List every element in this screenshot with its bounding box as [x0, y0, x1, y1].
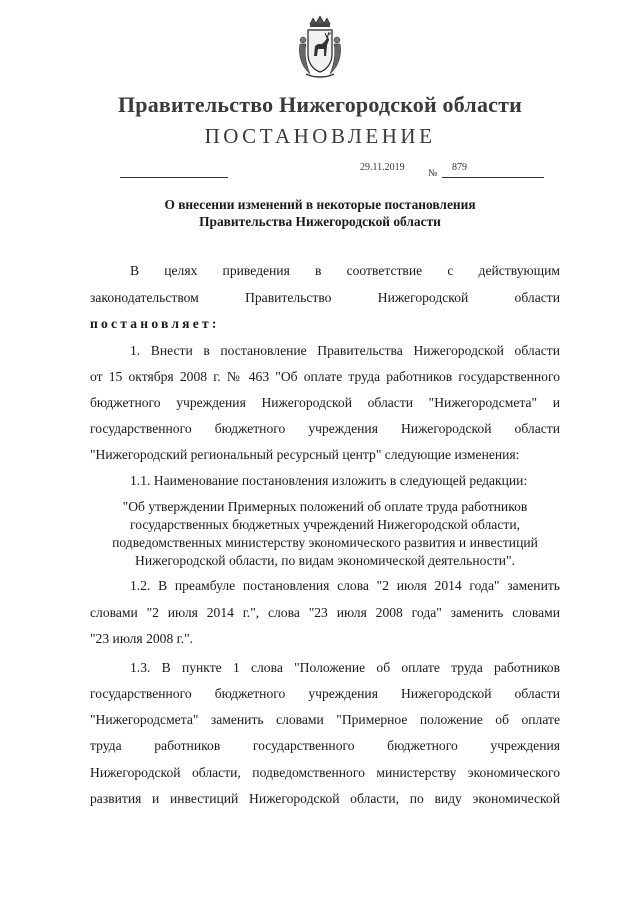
government-title: Правительство Нижегородской области [117, 92, 522, 117]
intro-line-2: законодательством Правительство Нижегородской области [90, 290, 560, 305]
item1-3-line-6: развития и инвестиций Нижегородской области, по виду экономической [90, 791, 560, 806]
item1-3-line-4: труда работников государственного бюджетного учреждения [90, 738, 560, 753]
item1-2-line-1: 1.2. В преамбуле постановления слова "2 июля 2014 года" заменить [130, 578, 560, 593]
item1-line-4: государственного бюджетного учреждения Нижегородской области [90, 421, 560, 436]
subject-line-1: О внесении изменений в некоторые постановления [164, 197, 476, 212]
item1-line-1: 1. Внести в постановление Правительства Нижегородской области [130, 343, 560, 358]
document-type: ПОСТАНОВЛЕНИЕ [204, 124, 436, 148]
quote-line-1: "Об утверждении Примерных положений об оплате труда работников [122, 499, 528, 514]
item1-3-line-3: "Нижегородсмета" заменить словами "Примерное положение об оплате [90, 712, 560, 727]
item1-line-5: "Нижегородский региональный ресурсный центр" следующие изменения: [90, 447, 520, 462]
item1-3-line-1: 1.3. В пункте 1 слова "Положение об оплате труда работников [130, 660, 560, 675]
resolves-word: постановляет: [90, 316, 220, 331]
subject-line-2: Правительства Нижегородской области [199, 214, 441, 229]
item1-2-line-3: "23 июля 2008 г.". [90, 631, 194, 646]
quote-line-4: Нижегородской области, по видам экономической деятельности". [135, 553, 515, 568]
item1-line-2: от 15 октября 2008 г. № 463 "Об оплате труда работников государственного [90, 369, 560, 384]
quote-line-2: государственных бюджетных учреждений Нижегородской области, [129, 517, 520, 532]
item1-3-line-2: государственного бюджетного учреждения Нижегородской области [90, 686, 560, 701]
coat-of-arms-emblem [296, 14, 344, 80]
item1-3-line-5: Нижегородской области, подведомственного министерству экономического [90, 765, 560, 780]
item1-2-line-2: словами "2 июля 2014 г.", слова "23 июля 2008 года" заменить словами [90, 605, 560, 620]
document-subject [0, 196, 640, 230]
quote-line-3: подведомственных министерству экономического развития и инвестиций [112, 535, 538, 550]
number-underline [442, 177, 544, 178]
date-left-underline [120, 177, 228, 178]
item1-1-line: 1.1. Наименование постановления изложить в следующей редакции: [130, 473, 528, 488]
intro-line-1: В целях приведения в соответствие с действующим [130, 263, 560, 278]
item1-line-3: бюджетного учреждения Нижегородской области "Нижегородсмета" и [90, 395, 560, 410]
number-sign: № [428, 168, 438, 179]
document-date: 29.11.2019 [360, 162, 405, 173]
document-number: 879 [452, 162, 467, 173]
